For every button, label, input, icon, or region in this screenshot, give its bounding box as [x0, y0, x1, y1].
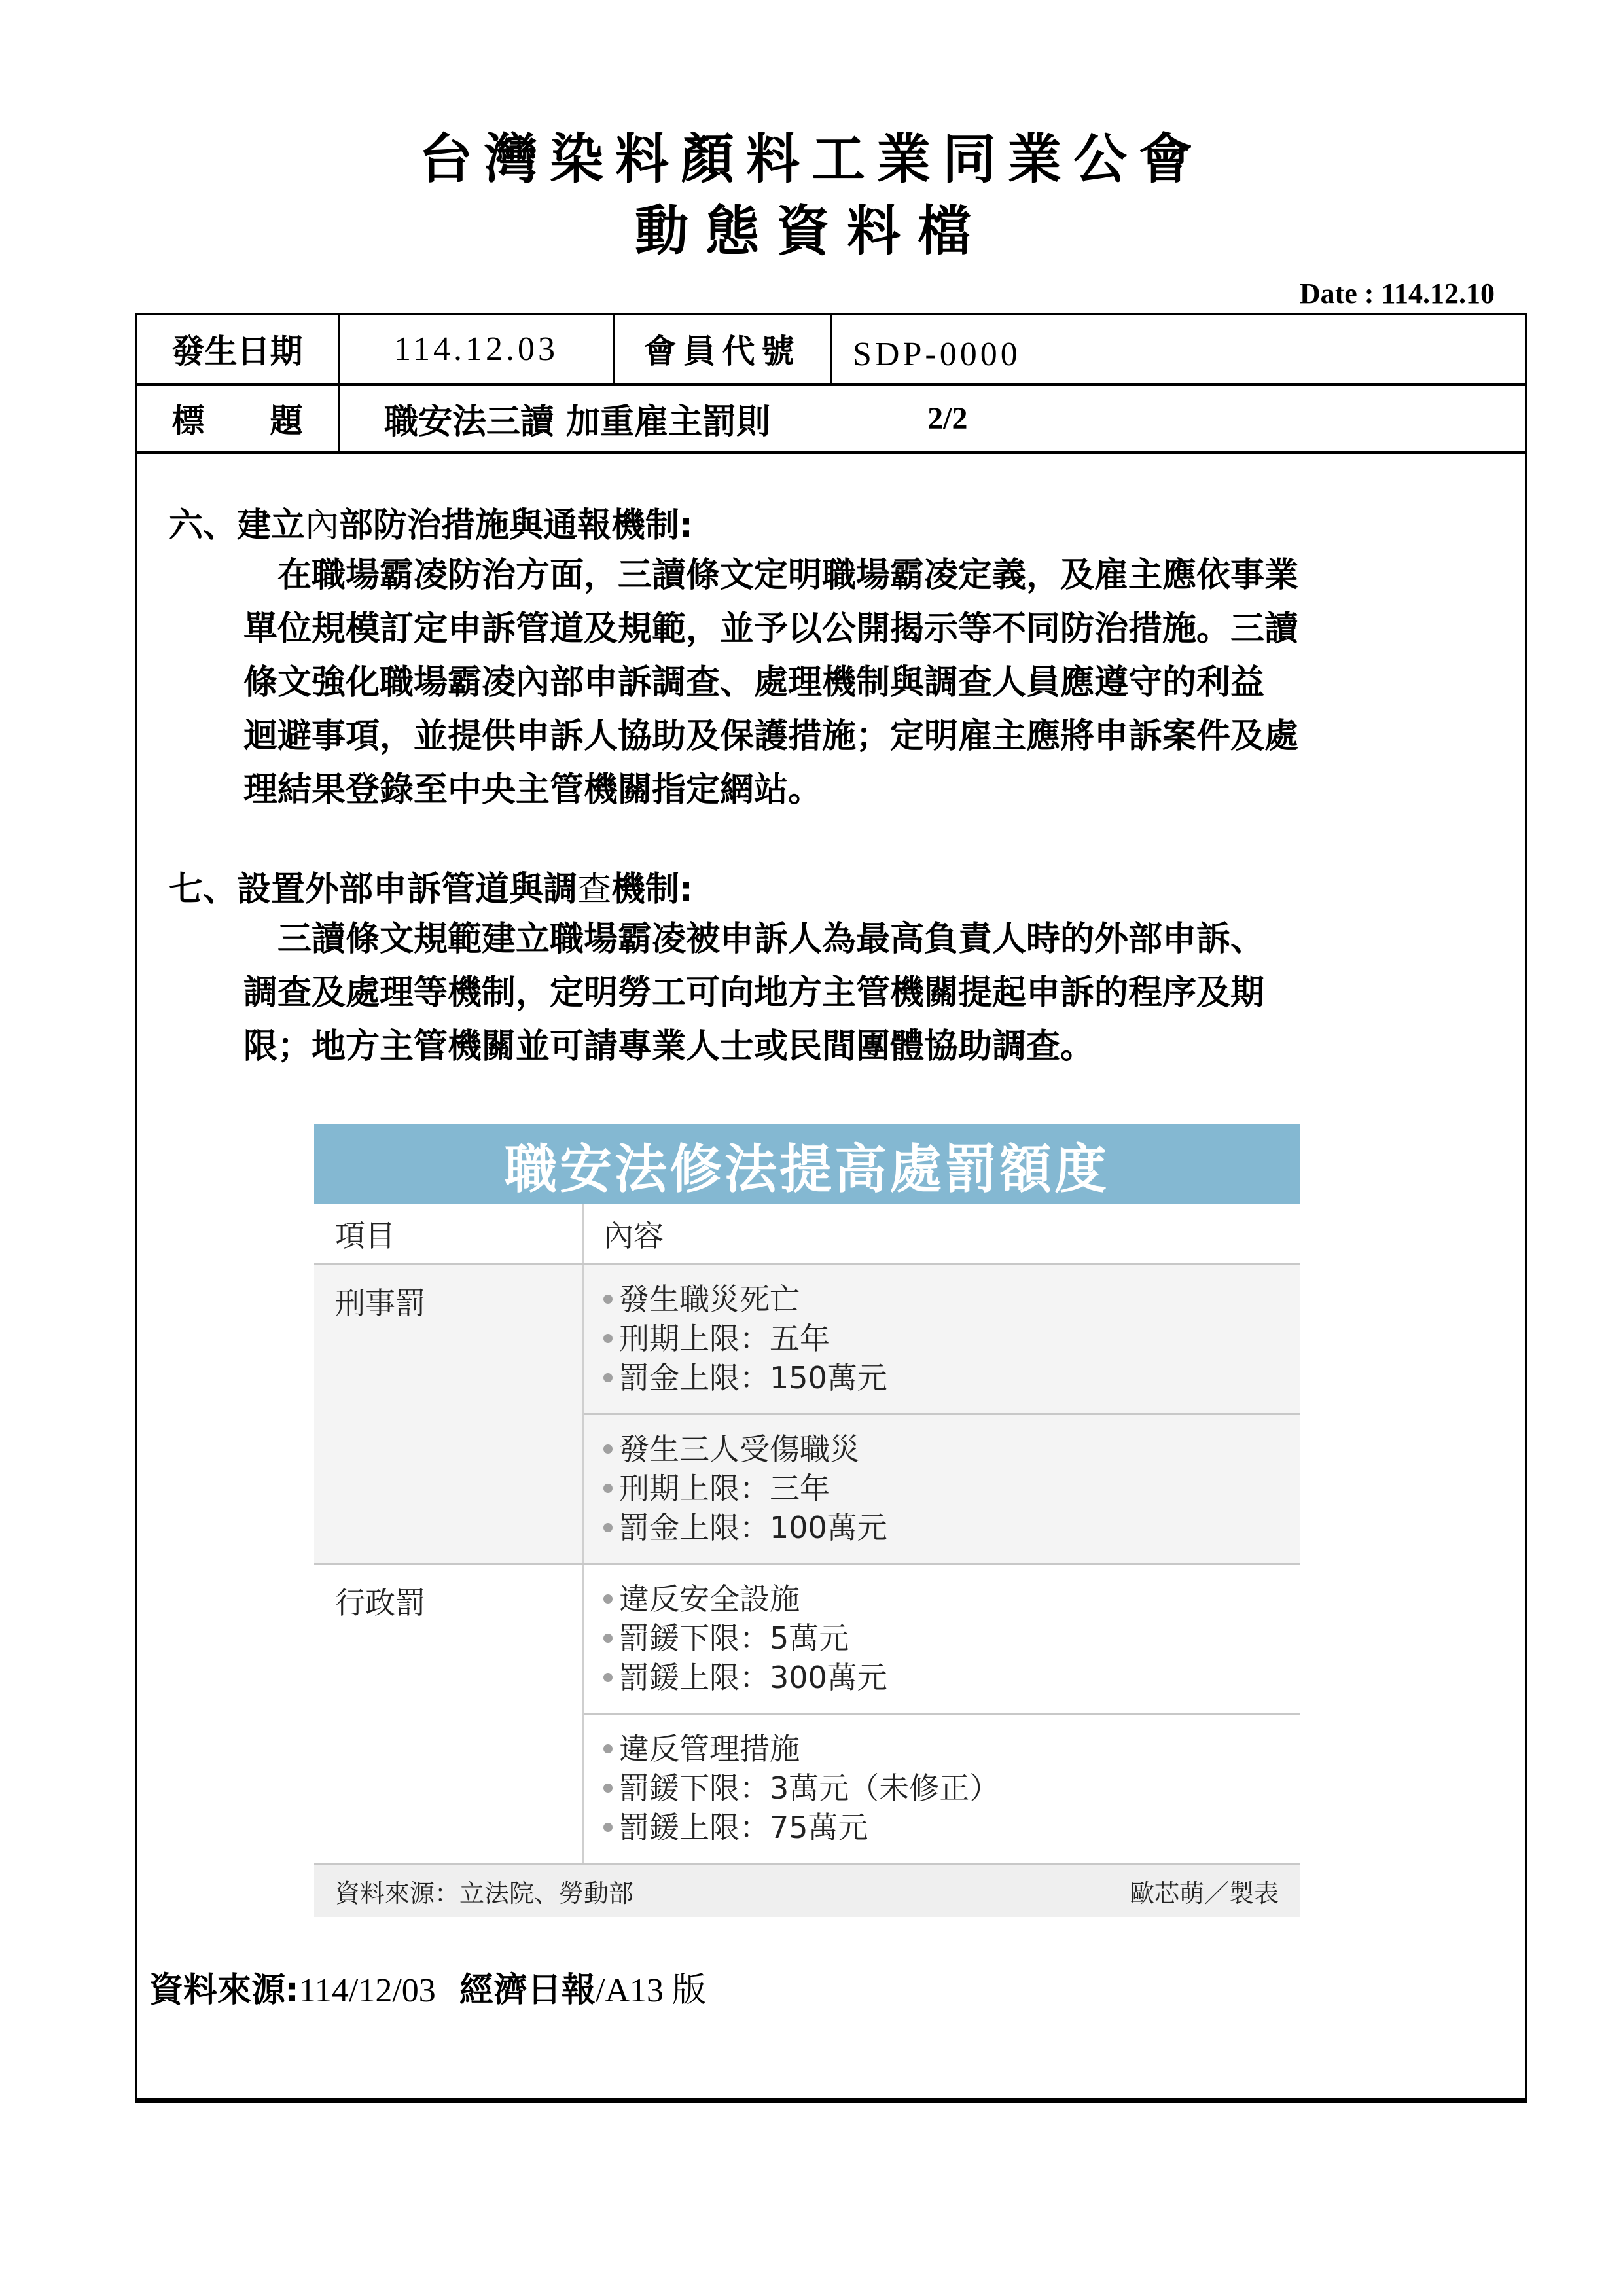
- bullet-icon: [603, 1444, 613, 1454]
- penalty-group: 發生三人受傷職災 刑期上限：三年 罰金上限：100萬元: [584, 1415, 1300, 1563]
- info-row-2: [137, 386, 1525, 454]
- section-6-line: 條文強化職場霸凌內部申訴調查、處理機制與調查人員應遵守的利益: [243, 663, 1265, 702]
- col-header-item: 項目: [314, 1204, 584, 1263]
- bullet-icon: [603, 1784, 613, 1793]
- bullet-icon: [603, 1744, 613, 1753]
- penalty-table-credit: 歐芯萌／製表: [1129, 1878, 1279, 1908]
- penalty-table-title: 職安法修法提高處罰額度: [314, 1124, 1300, 1204]
- penalty-table: [314, 1124, 1300, 1917]
- bullet-icon: [603, 1295, 613, 1304]
- member-code-value: SDP-0000: [853, 335, 1021, 373]
- source-date: 114/12/03: [298, 1972, 436, 2009]
- penalty-row-administrative: [314, 1565, 1300, 1865]
- bullet-icon: [603, 1334, 613, 1343]
- doc-title: 動態資料檔: [634, 200, 988, 262]
- col-header-content: 內容: [603, 1218, 664, 1253]
- bullet-icon: [603, 1594, 613, 1604]
- bullet-icon: [603, 1634, 613, 1643]
- page-indicator: 2/2: [927, 401, 968, 436]
- penalty-category: 行政罰: [314, 1565, 584, 1863]
- org-title: 台灣染料顏料工業同業公會: [418, 128, 1204, 190]
- info-row-1: [137, 315, 1525, 386]
- bullet-icon: [603, 1823, 613, 1832]
- penalty-table-header: [314, 1204, 1300, 1265]
- bullet-icon: [603, 1523, 613, 1532]
- source-edition: /A13 版: [596, 1972, 707, 2009]
- occurrence-date-label: 發生日期: [171, 332, 303, 370]
- source-citation: [149, 1962, 706, 2011]
- section-6-line: 理結果登錄至中央主管機關指定網站。: [243, 770, 823, 810]
- occurrence-date-value: 114.12.03: [393, 330, 559, 368]
- bullet-icon: [603, 1673, 613, 1682]
- bullet-icon: [603, 1373, 613, 1382]
- member-code-label: 會員代號: [643, 332, 801, 370]
- section-6-body: [243, 548, 1408, 817]
- subject-value: 職安法三讀 加重雇主罰則: [384, 402, 771, 442]
- report-date: Date : 114.12.10: [1299, 278, 1495, 310]
- subject-label: 標 題: [171, 402, 303, 440]
- section-6-heading: 六、建立內部防治措施與通報機制:: [169, 506, 693, 545]
- section-6-line: 在職場霸凌防治方面，三讀條文定明職場霸凌定義，及雇主應依事業: [243, 556, 1299, 595]
- section-7-heading: 七、設置外部申訴管道與調查機制:: [169, 870, 693, 909]
- section-7-line: 限；地方主管機關並可請專業人士或民間團體協助調查。: [243, 1027, 1095, 1066]
- penalty-group: 違反安全設施 罰鍰下限：5萬元 罰鍰上限：300萬元: [584, 1565, 1300, 1715]
- penalty-category: 刑事罰: [314, 1265, 584, 1563]
- penalty-table-source: 資料來源：立法院、勞動部: [335, 1878, 634, 1908]
- source-paper: 經濟日報: [459, 1971, 596, 2010]
- section-7-line: 三讀條文規範建立職場霸凌被申訴人為最高負責人時的外部申訴、: [243, 920, 1265, 959]
- section-7-body: [243, 912, 1408, 1073]
- section-6-line: 迴避事項，並提供申訴人協助及保護措施；定明雇主應將申訴案件及處: [243, 717, 1299, 756]
- source-label: 資料來源:: [149, 1971, 299, 2010]
- bullet-icon: [603, 1484, 613, 1493]
- section-6-line: 單位規模訂定申訴管道及規範，並予以公開揭示等不同防治措施。三讀: [243, 609, 1299, 649]
- section-7-line: 調查及處理等機制，定明勞工可向地方主管機關提起申訴的程序及期: [243, 973, 1265, 1013]
- penalty-row-criminal: [314, 1265, 1300, 1565]
- penalty-group: 發生職災死亡 刑期上限：五年 罰金上限：150萬元: [584, 1265, 1300, 1415]
- penalty-table-footer: [314, 1865, 1300, 1917]
- penalty-group: 違反管理措施 罰鍰下限：3萬元（未修正） 罰鍰上限：75萬元: [584, 1715, 1300, 1863]
